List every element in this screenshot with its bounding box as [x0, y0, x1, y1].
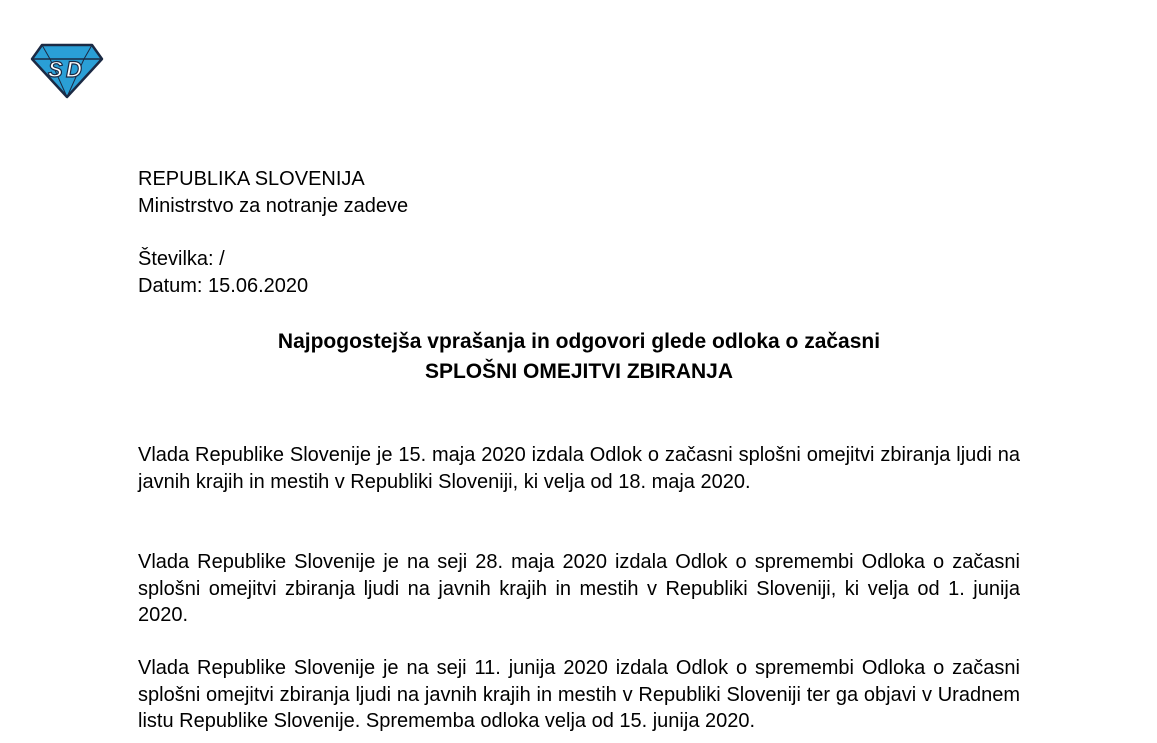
- svg-text:S: S: [48, 57, 63, 82]
- paragraph-3: Vlada Republike Slovenije je na seji 11. junija 2020 izdala Odlok o spremembi Odloka o začasni splošni omejitvi zbiranja ljudi na javnih krajih in mestih v Republiki Sloveniji ter ga objavi v Uradnem listu Republike Slovenije. Sprememba odloka velja od 15. junija 2020.: [138, 657, 1020, 732]
- document-header: [138, 166, 408, 300]
- republic-name: REPUBLIKA SLOVENIJA: [138, 168, 365, 190]
- title-line-2: SPLOŠNI OMEJITVI ZBIRANJA: [424, 360, 734, 383]
- police-badge-logo-icon: [30, 41, 104, 99]
- paragraph-2: Vlada Republike Slovenije je na seji 28. maja 2020 izdala Odlok o spremembi Odloka o začasni splošni omejitvi zbiranja ljudi na javnih krajih in mestih v Republiki Sloveniji, ki velja od 1. junija 2020.: [138, 551, 1020, 626]
- paragraph-1: Vlada Republike Slovenije je 15. maja 2020 izdala Odlok o začasni splošni omejitvi zbiranja ljudi na javnih krajih in mestih v Republiki Sloveniji, ki velja od 18. maja 2020.: [138, 444, 1020, 493]
- document-number: Številka: /: [138, 248, 225, 270]
- title-line-1: Najpogostejša vprašanja in odgovori glede odloka o začasni: [277, 330, 881, 353]
- document-title: [138, 327, 1020, 387]
- svg-text:D: D: [66, 57, 82, 82]
- ministry-name: Ministrstvo za notranje zadeve: [138, 195, 409, 217]
- document-date: Datum: 15.06.2020: [138, 275, 309, 297]
